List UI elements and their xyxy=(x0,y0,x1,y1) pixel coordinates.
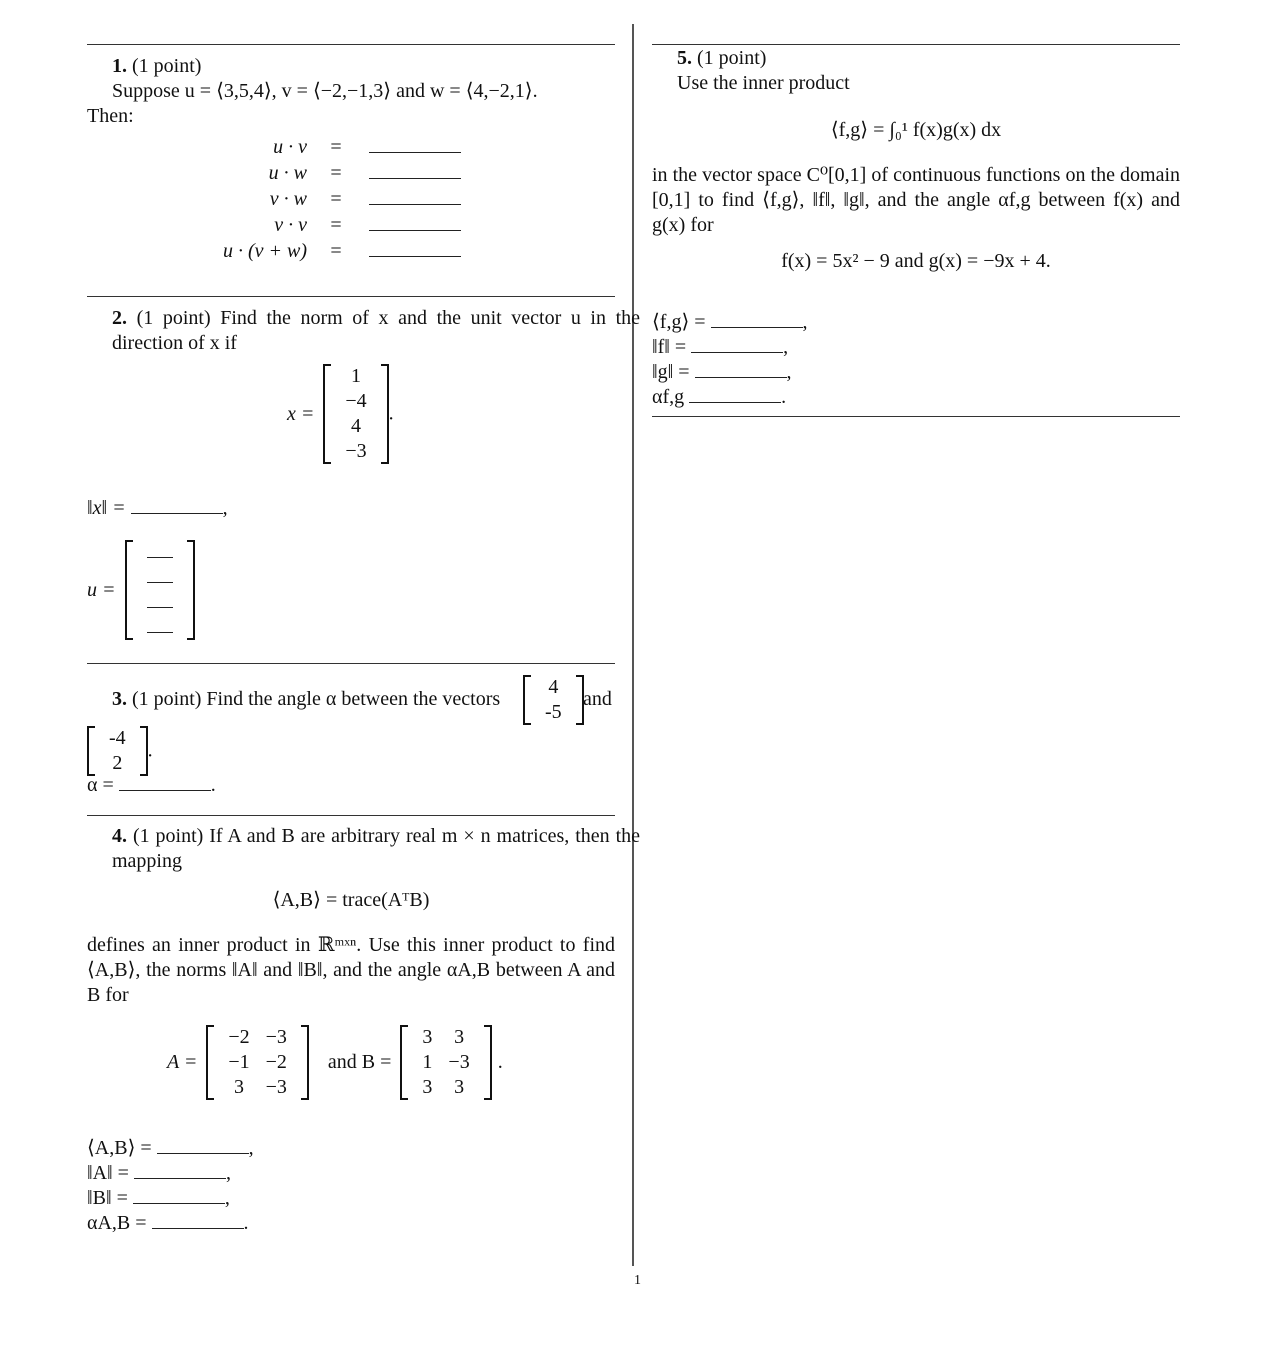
x-label: x = xyxy=(287,402,315,425)
answer-label: αf,g xyxy=(652,386,685,408)
problem-5-points: (1 point) xyxy=(697,47,767,69)
equals-sign: = xyxy=(330,239,342,262)
problem-3-vector-1 xyxy=(523,675,584,725)
v2-entry: -4 xyxy=(109,727,126,749)
answer-blank[interactable] xyxy=(369,238,461,257)
problem-1-points: (1 point) xyxy=(132,55,202,77)
answer-line-fg: ⟨f,g⟩ = , xyxy=(652,311,808,333)
alpha-label: α = xyxy=(87,774,114,796)
problem-1-lhs: u · v xyxy=(273,135,307,158)
A-matrix xyxy=(206,1025,309,1100)
v2-entry: 2 xyxy=(112,752,123,774)
answer-blank[interactable] xyxy=(134,1160,226,1179)
answer-label: ‖f‖ = xyxy=(652,336,687,358)
alpha-answer-line: α = . xyxy=(87,774,216,796)
problem-5-intro: Use the inner product xyxy=(677,72,850,94)
problem-1-statement: Suppose u = ⟨3,5,4⟩, v = ⟨−2,−1,3⟩ and w = ⟨4,−2,1⟩. xyxy=(112,80,538,102)
column-divider xyxy=(632,24,634,1266)
answer-label: αA,B = xyxy=(87,1212,147,1234)
problem-1-row xyxy=(207,186,461,212)
answer-line-normg: ‖g‖ = , xyxy=(652,361,792,383)
answer-line-AB: ⟨A,B⟩ = , xyxy=(87,1137,254,1159)
unit-vector-answer xyxy=(87,540,195,640)
problem-1-lhs: u · (v + w) xyxy=(222,239,307,262)
problem-2-rule xyxy=(87,296,615,297)
problem-2-number: 2. xyxy=(112,307,127,329)
answer-blank[interactable] xyxy=(369,212,461,231)
problem-3-and: and xyxy=(583,688,612,710)
equals-sign: = xyxy=(330,213,342,236)
answer-blank[interactable] xyxy=(691,334,783,353)
problem-5-text: in the vector space C⁰[0,1] of continuous functions on the domain [0,1] to find ⟨f,g⟩, ‖f‖, ‖g‖, and the angle αf,g between f(x) and g(x) for xyxy=(652,164,1180,236)
problem-2-statement xyxy=(87,306,640,356)
A-entry: −3 xyxy=(265,1076,287,1098)
page-number: 1 xyxy=(634,1273,641,1288)
answer-line-normA: ‖A‖ = , xyxy=(87,1162,231,1184)
answer-blank[interactable] xyxy=(152,1210,244,1229)
u-entry-blank[interactable] xyxy=(147,593,173,608)
answer-label: ‖B‖ = xyxy=(87,1187,128,1209)
equals-sign: = xyxy=(330,187,342,210)
B-matrix xyxy=(400,1025,491,1100)
v1-entry: -5 xyxy=(545,701,562,723)
problem-4-text-2: defines an inner product in ℝᵐˣⁿ. Use this inner product to find ⟨A,B⟩, the norms ‖A‖ and ‖B‖, and the angle αA,B between A and B for xyxy=(87,934,615,1006)
problem-4-rule xyxy=(87,815,615,816)
problem-5-rule xyxy=(652,44,1180,45)
u-entry-blank[interactable] xyxy=(147,543,173,558)
problem-4-text-1: (1 point) If A and B are arbitrary real m × n matrices, then the mapping xyxy=(112,825,641,872)
A-label: A = xyxy=(167,1051,198,1073)
norm-answer-blank[interactable] xyxy=(131,495,223,514)
problem-4-number: 4. xyxy=(112,825,127,847)
problem-5-number: 5. xyxy=(677,47,692,69)
A-entry: −1 xyxy=(228,1051,250,1073)
problem-3-text: (1 point) Find the angle α between the vectors xyxy=(132,688,501,710)
problem-1-rule xyxy=(87,44,615,45)
A-entry: −3 xyxy=(265,1026,287,1048)
answer-blank[interactable] xyxy=(369,186,461,205)
x-entry: −4 xyxy=(345,390,367,412)
answer-blank[interactable] xyxy=(711,309,803,328)
x-entry: −3 xyxy=(345,440,367,462)
u-entry-blank[interactable] xyxy=(147,568,173,583)
x-matrix xyxy=(323,364,388,464)
answer-line-normB: ‖B‖ = , xyxy=(87,1187,230,1209)
problem-3-number: 3. xyxy=(112,688,127,710)
B-entry: 3 xyxy=(454,1026,465,1048)
answer-label: ⟨f,g⟩ = xyxy=(652,311,706,333)
problem-2-x-vector: x = 1 −4 4 −3 . xyxy=(287,365,394,462)
problem-2-text: (1 point) Find the norm of x and the unit vector u in the direction of x if xyxy=(112,307,641,354)
answer-blank[interactable] xyxy=(369,134,461,153)
answer-line-alphafg: αf,g . xyxy=(652,386,787,408)
u-matrix xyxy=(125,540,195,640)
problem-4-formula: ⟨A,B⟩ = trace(AᵀB) xyxy=(272,889,430,911)
problem-1-equations xyxy=(207,134,461,264)
problem-5-end-rule xyxy=(652,416,1180,417)
equals-sign: = xyxy=(330,161,342,184)
answer-blank[interactable] xyxy=(157,1135,249,1154)
x-entry: 1 xyxy=(351,365,362,387)
u-label: u = xyxy=(87,578,116,601)
problem-5-heading xyxy=(652,46,1205,71)
problem-5-functions: f(x) = 5x² − 9 and g(x) = −9x + 4. xyxy=(781,250,1051,272)
problem-3-rule xyxy=(87,663,615,664)
answer-blank[interactable] xyxy=(689,384,781,403)
problem-1-row xyxy=(207,134,461,160)
problem-3-statement xyxy=(112,687,500,712)
problem-4-statement xyxy=(87,824,640,874)
problem-1-row xyxy=(207,160,461,186)
answer-label: ‖g‖ = xyxy=(652,361,690,383)
B-entry: 3 xyxy=(422,1076,433,1098)
norm-label: ‖x‖ = xyxy=(87,497,126,519)
and-B-label: and B = xyxy=(327,1051,392,1073)
v1-entry: 4 xyxy=(548,676,559,698)
x-entry: 4 xyxy=(351,415,362,437)
problem-1-heading xyxy=(87,54,640,79)
answer-blank[interactable] xyxy=(369,160,461,179)
answer-line-normf: ‖f‖ = , xyxy=(652,336,789,358)
equals-sign: = xyxy=(330,135,342,158)
u-entry-blank[interactable] xyxy=(147,618,173,633)
alpha-answer-blank[interactable] xyxy=(119,772,211,791)
A-entry: 3 xyxy=(234,1076,244,1098)
problem-1-lhs: v · w xyxy=(269,187,307,210)
B-entry: 1 xyxy=(422,1051,433,1073)
problem-1-then: Then: xyxy=(87,105,134,127)
problem-1-number: 1. xyxy=(112,55,127,77)
B-entry: 3 xyxy=(454,1076,465,1098)
problem-4-matrices: A = −2 −3 −1 −2 3 −3 and B = 3 3 1 −3 3 3 . xyxy=(167,1026,503,1098)
A-entry: −2 xyxy=(265,1051,287,1073)
B-entry: 3 xyxy=(422,1026,433,1048)
answer-line-alphaAB: αA,B = . xyxy=(87,1212,249,1234)
norm-answer-line: ‖x‖ = , xyxy=(87,497,228,519)
A-entry: −2 xyxy=(228,1026,250,1048)
problem-5-formula: ⟨f,g⟩ = ∫₀¹ f(x)g(x) dx xyxy=(830,119,1002,141)
problem-1-row xyxy=(207,238,461,264)
answer-blank[interactable] xyxy=(133,1185,225,1204)
answer-label: ⟨A,B⟩ = xyxy=(87,1137,152,1159)
problem-3-vector-2: -4 2 . xyxy=(87,726,153,776)
problem-1-row xyxy=(207,212,461,238)
problem-1-lhs: v · v xyxy=(274,213,307,236)
answer-label: ‖A‖ = xyxy=(87,1162,129,1184)
B-entry: −3 xyxy=(448,1051,470,1073)
problem-1-lhs: u · w xyxy=(268,161,307,184)
answer-blank[interactable] xyxy=(695,359,787,378)
